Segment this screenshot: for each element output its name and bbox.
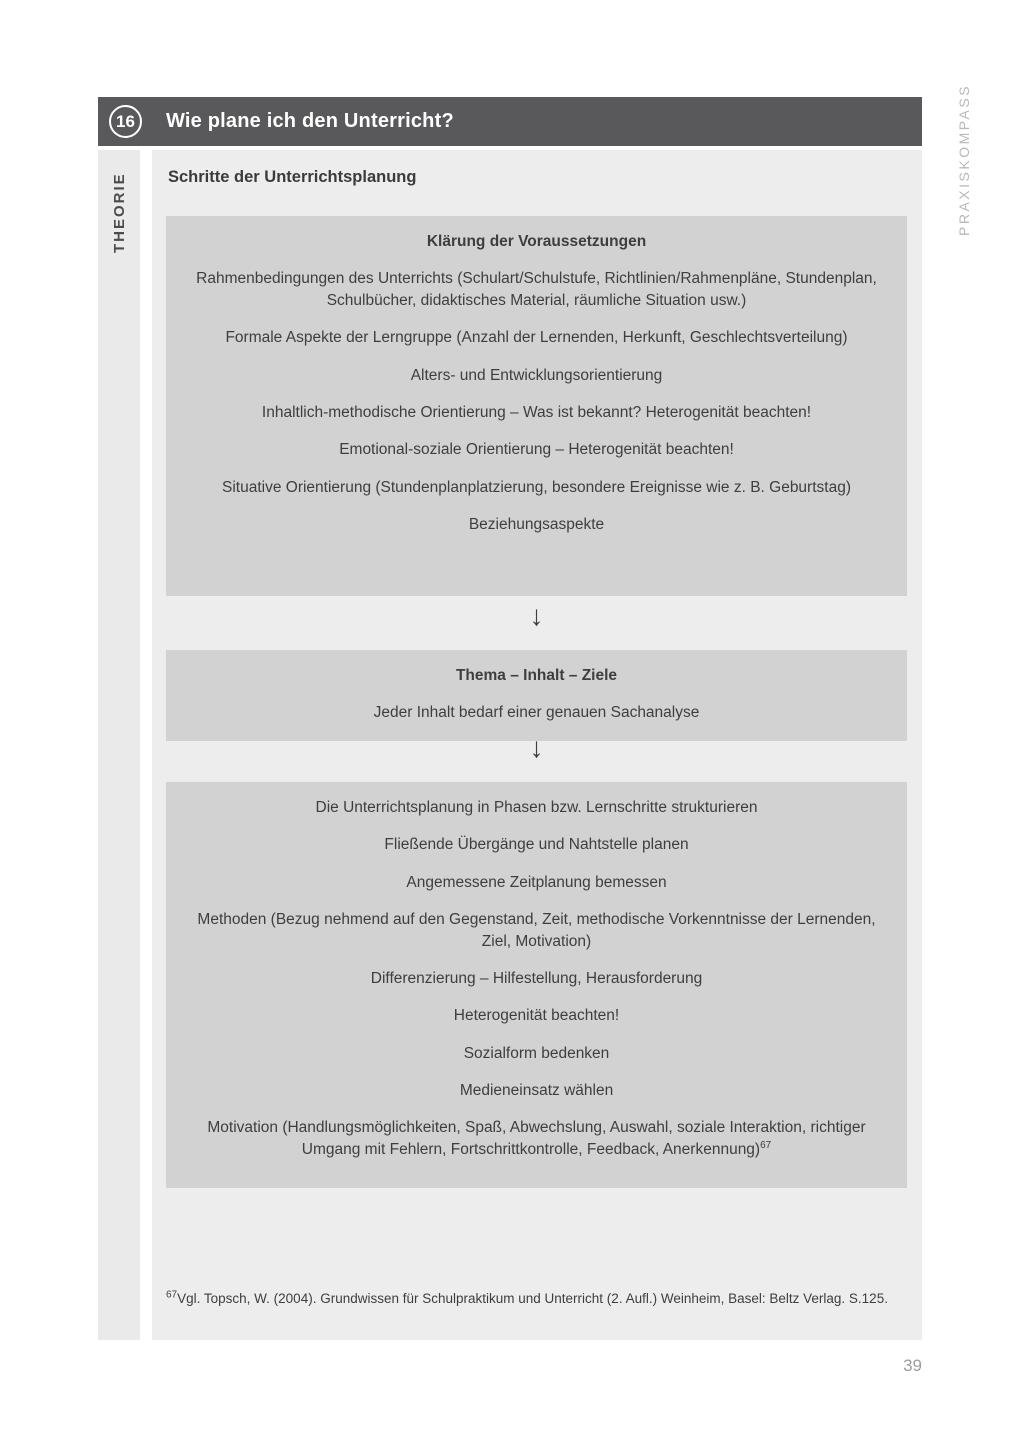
chapter-number: 16 bbox=[116, 111, 135, 131]
box1-line: Situative Orientierung (Stundenplanplatzierung, besondere Ereignisse wie z. B. Geburtstag) bbox=[222, 478, 851, 496]
book-series-label: PRAXISKOMPASS bbox=[956, 83, 972, 236]
box1-line: Emotional-soziale Orientierung – Heterogenität beachten! bbox=[339, 441, 734, 459]
box3-line: Heterogenität beachten! bbox=[453, 1007, 620, 1025]
box1-line: Beziehungsaspekte bbox=[468, 516, 605, 533]
topic-content-goals-box bbox=[166, 650, 907, 741]
sidebar-label-wrap bbox=[98, 153, 140, 253]
section-heading: Schritte der Unterrichtsplanung bbox=[168, 168, 417, 186]
margin-label-wrap bbox=[944, 83, 984, 236]
box3-line: Die Unterrichtsplanung in Phasen bzw. Lernschritte strukturieren bbox=[315, 799, 758, 816]
arrow-down-icon: ↓ bbox=[529, 600, 544, 631]
footnote-marker: 67 bbox=[166, 1289, 178, 1301]
box3-line: Medieneinsatz wählen bbox=[459, 1082, 614, 1099]
box1-line: Alters- und Entwicklungsorientierung bbox=[410, 366, 663, 384]
box3-line: Motivation (Handlungsmöglichkeiten, Spaß, Abwechslung, Auswahl, soziale Interaktion, richtiger Umgang mit Fehlern, Fortschrittkontrolle, Feedback, Anerkennung) bbox=[207, 1119, 866, 1158]
theorie-sidebar-strip bbox=[98, 150, 140, 1340]
box3-line: Sozialform bedenken bbox=[463, 1044, 610, 1062]
prerequisites-box bbox=[166, 216, 907, 596]
box1-line: Formale Aspekte der Lerngruppe (Anzahl der Lernenden, Herkunft, Geschlechtsverteilung) bbox=[225, 329, 848, 347]
box3-line: Differenzierung – Hilfestellung, Herausforderung bbox=[370, 969, 703, 987]
footnote-reference: 67 bbox=[760, 1139, 772, 1151]
phase-planning-box bbox=[166, 782, 907, 1188]
box3-line: Fließende Übergänge und Nahtstelle planen bbox=[384, 836, 689, 854]
page-number: 39 bbox=[903, 1356, 922, 1375]
arrow-down-icon: ↓ bbox=[529, 732, 544, 763]
box2-line: Jeder Inhalt bedarf einer genauen Sachanalyse bbox=[373, 704, 700, 722]
box1-line: Rahmenbedingungen des Unterrichts (Schulart/Schulstufe, Richtlinien/Rahmenpläne, Stundenplan, Schulbücher, didaktisches Material, räumliche Situation usw.) bbox=[196, 270, 877, 309]
box3-line: Methoden (Bezug nehmend auf den Gegenstand, Zeit, methodische Vorkenntnisse der Lernenden, Ziel, Motivation) bbox=[197, 911, 876, 950]
box2-title: Thema – Inhalt – Ziele bbox=[455, 667, 618, 684]
box3-line-with-footnote bbox=[194, 1117, 879, 1160]
chapter-number-badge bbox=[109, 105, 142, 138]
chapter-header-bar bbox=[98, 97, 922, 146]
box1-line: Inhaltlich-methodische Orientierung – Was ist bekannt? Heterogenität beachten! bbox=[261, 403, 812, 421]
box3-line: Angemessene Zeitplanung bemessen bbox=[406, 873, 667, 891]
sidebar-label-theorie: THEORIE bbox=[110, 172, 128, 253]
content-panel bbox=[152, 150, 922, 1340]
footnote-text: Vgl. Topsch, W. (2004). Grundwissen für Schulpraktikum und Unterricht (2. Aufl.) Weinheim, Basel: Beltz Verlag. S.125. bbox=[177, 1291, 888, 1306]
box1-title: Klärung der Voraussetzungen bbox=[426, 233, 647, 250]
chapter-title: Wie plane ich den Unterricht? bbox=[166, 110, 454, 132]
footnote bbox=[166, 1290, 914, 1309]
